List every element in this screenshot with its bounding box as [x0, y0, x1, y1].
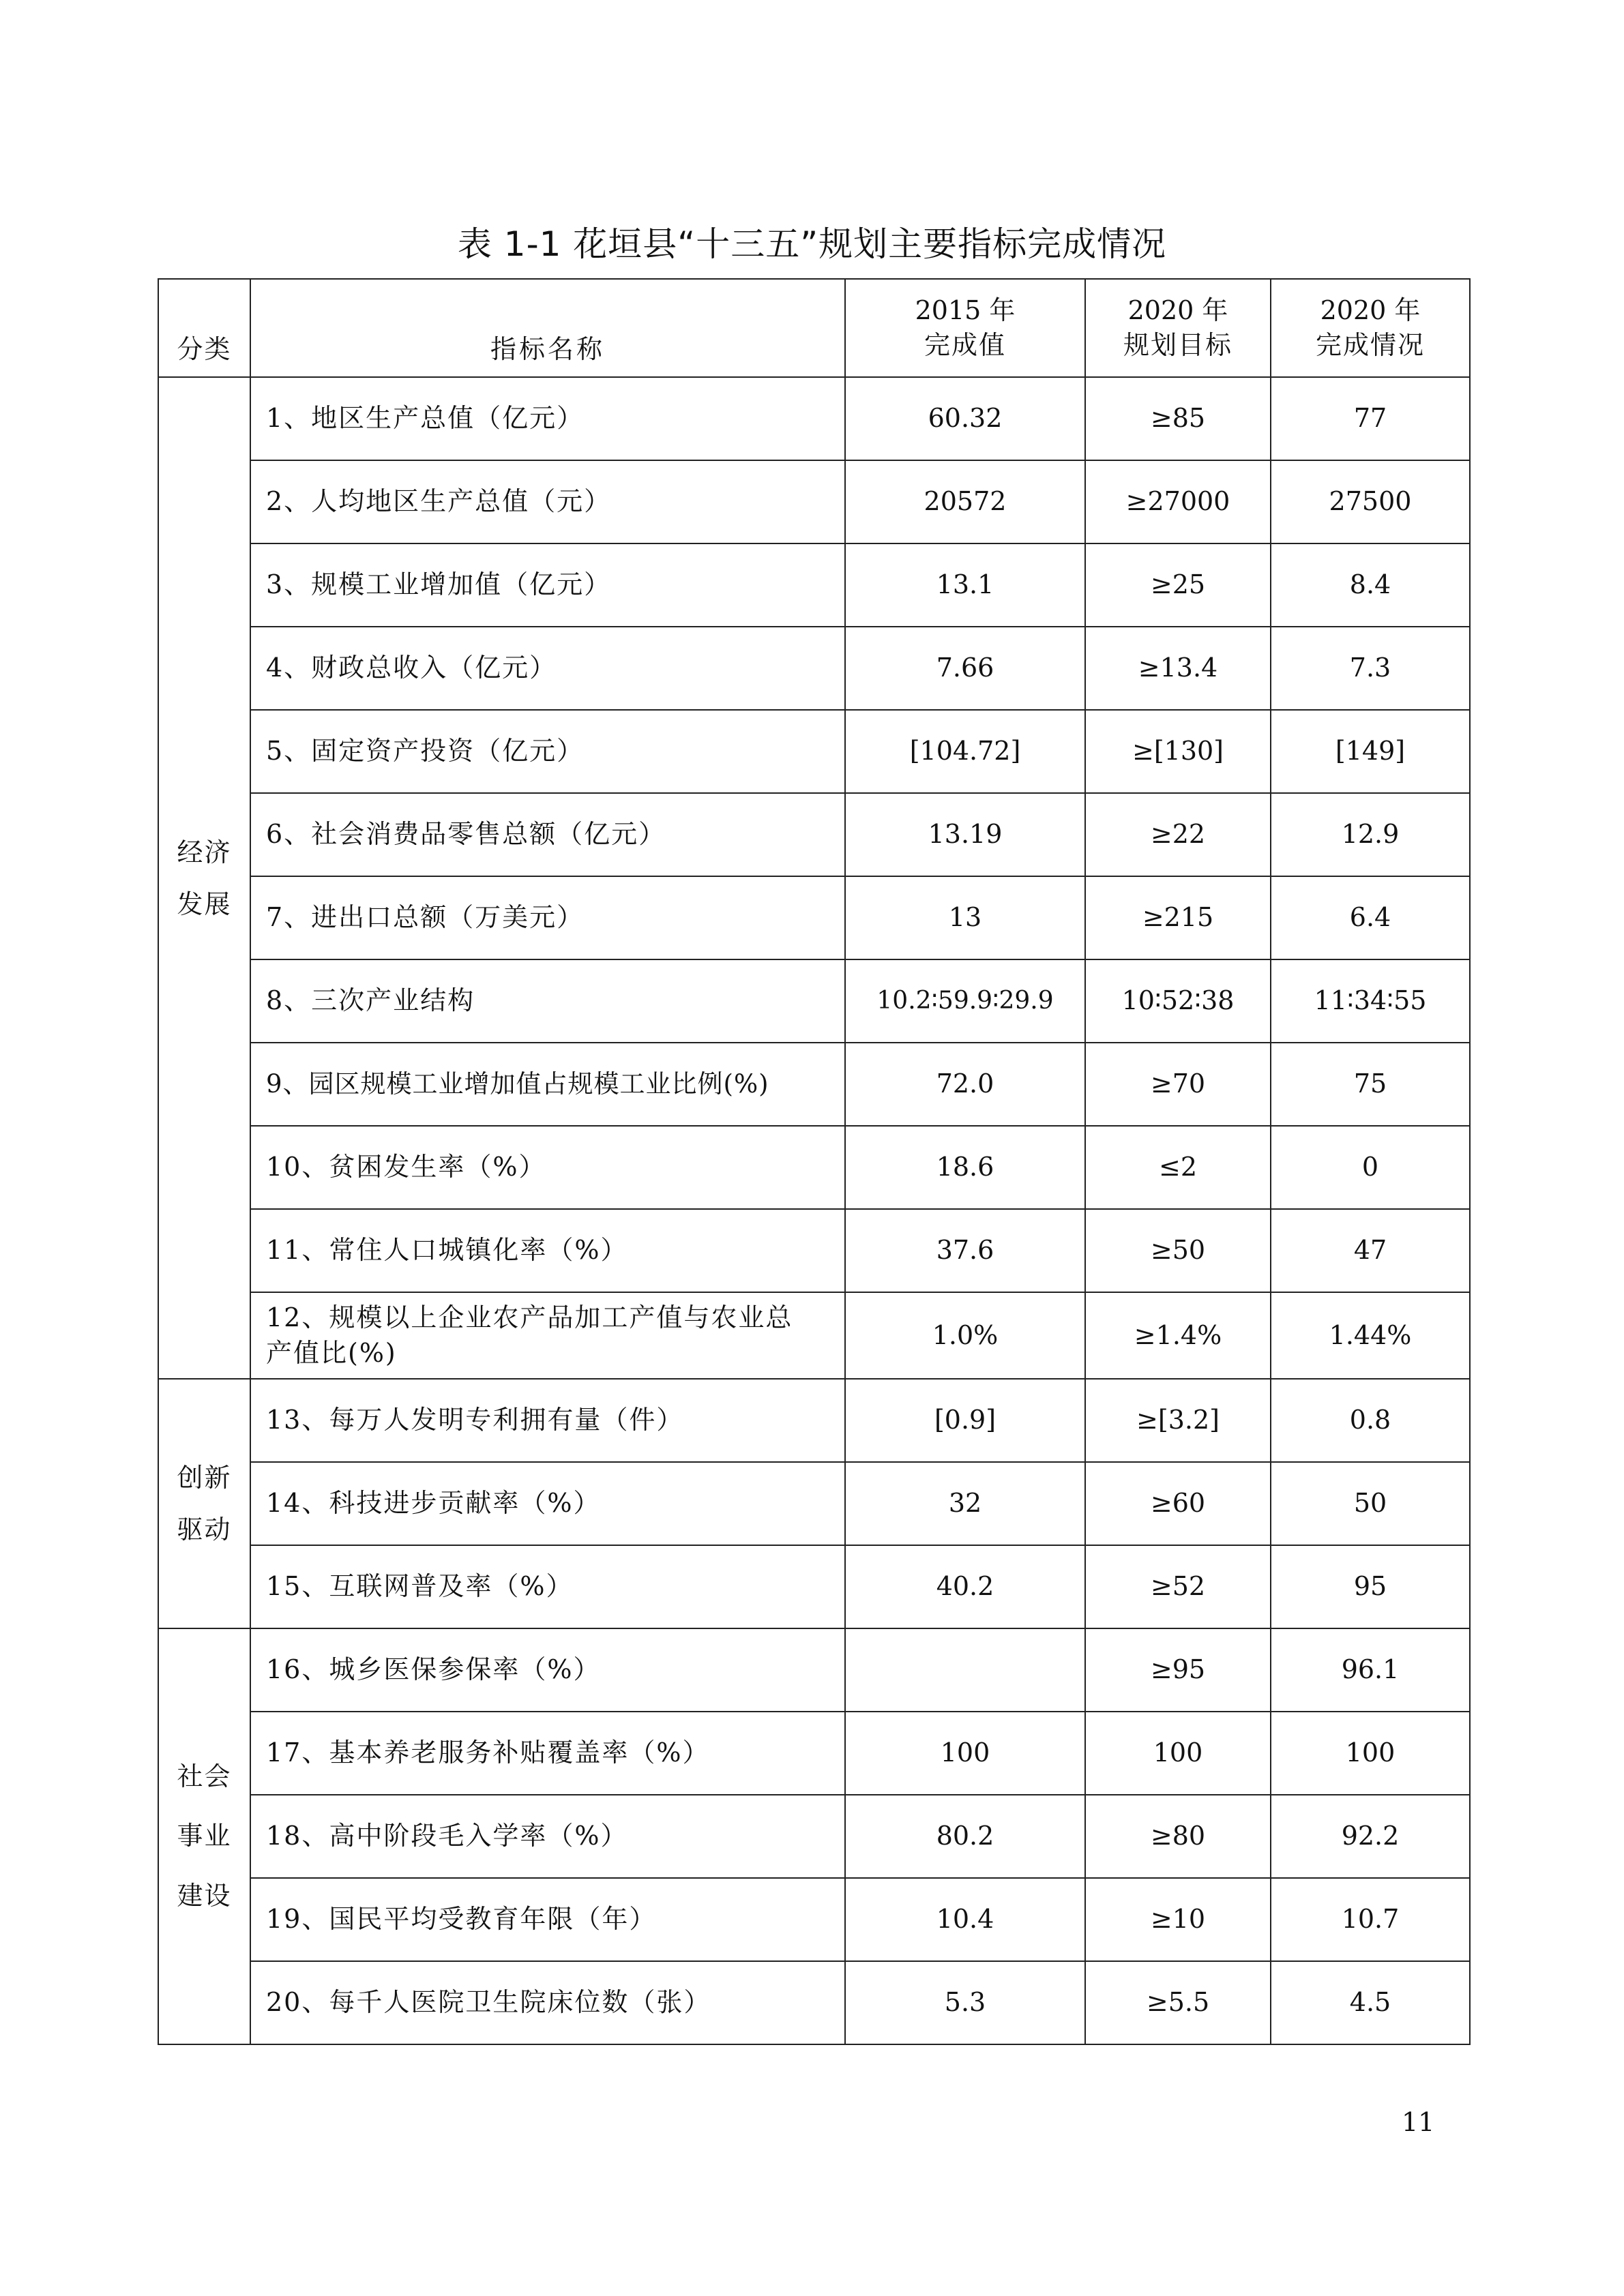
- result-2020: 12.9: [1271, 793, 1470, 876]
- table-row: [158, 1126, 1470, 1209]
- value-2015: [104.72]: [845, 710, 1085, 793]
- indicator-name: 11、常住人口城镇化率（%）: [250, 1209, 845, 1292]
- indicator-name: 7、进出口总额（万美元）: [250, 876, 845, 959]
- result-2020: 4.5: [1271, 1961, 1470, 2044]
- value-2015: 100: [845, 1712, 1085, 1795]
- table-header-row: [158, 279, 1470, 377]
- header-2020-plan-line2: 规划目标: [1123, 330, 1232, 360]
- result-2020: 77: [1271, 377, 1470, 460]
- page-number: 11: [1402, 2107, 1435, 2137]
- result-2020: 100: [1271, 1712, 1470, 1795]
- value-2015: [845, 1628, 1085, 1712]
- value-2015: 1.0%: [845, 1292, 1085, 1379]
- target-2020: ≥60: [1085, 1462, 1271, 1545]
- header-2015: [845, 279, 1085, 377]
- result-2020: 8.4: [1271, 543, 1470, 627]
- target-2020: ≥70: [1085, 1043, 1271, 1126]
- value-2015: 13.19: [845, 793, 1085, 876]
- table-row: [158, 1292, 1470, 1379]
- category-label: 发展: [177, 889, 232, 919]
- indicator-name: 17、基本养老服务补贴覆盖率（%）: [250, 1712, 845, 1795]
- value-2015: 5.3: [845, 1961, 1085, 2044]
- header-2020-done-line1: 2020 年: [1320, 295, 1421, 325]
- value-2015: 80.2: [845, 1795, 1085, 1878]
- table-row: [158, 959, 1470, 1043]
- header-2020-plan-line1: 2020 年: [1127, 295, 1228, 325]
- result-2020: 47: [1271, 1209, 1470, 1292]
- target-2020: ≥[130]: [1085, 710, 1271, 793]
- indicator-name: 2、人均地区生产总值（元）: [250, 460, 845, 543]
- target-2020: ≥[3.2]: [1085, 1379, 1271, 1462]
- value-2015: 32: [845, 1462, 1085, 1545]
- category-economy: [158, 377, 250, 1379]
- table-row: [158, 1961, 1470, 2044]
- header-2020-plan: [1085, 279, 1271, 377]
- result-2020: 96.1: [1271, 1628, 1470, 1712]
- value-2015: 72.0: [845, 1043, 1085, 1126]
- category-label: 创新: [177, 1463, 232, 1493]
- table-row: [158, 377, 1470, 460]
- category-label: 建设: [177, 1880, 232, 1911]
- indicator-name: 9、园区规模工业增加值占规模工业比例(%): [250, 1043, 845, 1126]
- indicator-name: 15、互联网普及率（%）: [250, 1545, 845, 1628]
- table-row: [158, 1628, 1470, 1712]
- header-2015-line2: 完成值: [924, 330, 1006, 360]
- result-2020: 0.8: [1271, 1379, 1470, 1462]
- result-2020: [149]: [1271, 710, 1470, 793]
- table-row: [158, 460, 1470, 543]
- indicator-table: [158, 278, 1471, 2045]
- value-2015: 13.1: [845, 543, 1085, 627]
- category-label: 社会: [177, 1761, 232, 1791]
- target-2020: ≥215: [1085, 876, 1271, 959]
- target-2020: ≥80: [1085, 1795, 1271, 1878]
- target-2020: ≥52: [1085, 1545, 1271, 1628]
- value-2015: 7.66: [845, 627, 1085, 710]
- target-2020: ≥95: [1085, 1628, 1271, 1712]
- header-2015-line1: 2015 年: [915, 295, 1016, 325]
- value-2015: 60.32: [845, 377, 1085, 460]
- indicator-name: 16、城乡医保参保率（%）: [250, 1628, 845, 1712]
- result-2020: 0: [1271, 1126, 1470, 1209]
- result-2020: 27500: [1271, 460, 1470, 543]
- target-2020: ≥22: [1085, 793, 1271, 876]
- table-row: [158, 876, 1470, 959]
- result-2020: 6.4: [1271, 876, 1470, 959]
- value-2015: [0.9]: [845, 1379, 1085, 1462]
- category-label: 经济: [177, 837, 232, 867]
- result-2020: 92.2: [1271, 1795, 1470, 1878]
- table-row: [158, 543, 1470, 627]
- indicator-name: 14、科技进步贡献率（%）: [250, 1462, 845, 1545]
- category-label: 事业: [177, 1821, 232, 1851]
- header-2020-done: [1271, 279, 1470, 377]
- target-2020: ≤2: [1085, 1126, 1271, 1209]
- header-indicator: [250, 279, 845, 377]
- value-2015: 20572: [845, 460, 1085, 543]
- table-row: [158, 1795, 1470, 1878]
- result-2020: 7.3: [1271, 627, 1470, 710]
- header-category: [158, 279, 250, 377]
- result-2020: 75: [1271, 1043, 1470, 1126]
- header-category-label: 分类: [177, 333, 232, 364]
- indicator-name: 1、地区生产总值（亿元）: [250, 377, 845, 460]
- table-row: [158, 1209, 1470, 1292]
- indicator-name: 12、规模以上企业农产品加工产值与农业总产值比(%): [250, 1292, 845, 1379]
- indicator-name: 8、三次产业结构: [250, 959, 845, 1043]
- target-2020: ≥50: [1085, 1209, 1271, 1292]
- header-2020-done-line2: 完成情况: [1315, 330, 1425, 360]
- target-2020: ≥5.5: [1085, 1961, 1271, 2044]
- table-title: 表 1-1 花垣县“十三五”规划主要指标完成情况: [457, 224, 1167, 264]
- table-row: [158, 710, 1470, 793]
- value-2015: 18.6: [845, 1126, 1085, 1209]
- table-row: [158, 1043, 1470, 1126]
- value-2015: 10.2∶59.9∶29.9: [845, 959, 1085, 1043]
- target-2020: 10∶52∶38: [1085, 959, 1271, 1043]
- value-2015: 40.2: [845, 1545, 1085, 1628]
- category-innovation: [158, 1379, 250, 1628]
- result-2020: 1.44%: [1271, 1292, 1470, 1379]
- indicator-name: 18、高中阶段毛入学率（%）: [250, 1795, 845, 1878]
- result-2020: 95: [1271, 1545, 1470, 1628]
- category-label: 驱动: [177, 1515, 232, 1545]
- value-2015: 13: [845, 876, 1085, 959]
- table-row: [158, 627, 1470, 710]
- indicator-name: 10、贫困发生率（%）: [250, 1126, 845, 1209]
- table-row: [158, 1712, 1470, 1795]
- indicator-name: 20、每千人医院卫生院床位数（张）: [250, 1961, 845, 2044]
- target-2020: ≥1.4%: [1085, 1292, 1271, 1379]
- indicator-name: 5、固定资产投资（亿元）: [250, 710, 845, 793]
- table-row: [158, 1545, 1470, 1628]
- target-2020: ≥25: [1085, 543, 1271, 627]
- indicator-name: 3、规模工业增加值（亿元）: [250, 543, 845, 627]
- result-2020: 11∶34∶55: [1271, 959, 1470, 1043]
- value-2015: 37.6: [845, 1209, 1085, 1292]
- indicator-name: 4、财政总收入（亿元）: [250, 627, 845, 710]
- indicator-name: 19、国民平均受教育年限（年）: [250, 1878, 845, 1961]
- indicator-name: 13、每万人发明专利拥有量（件）: [250, 1379, 845, 1462]
- target-2020: ≥85: [1085, 377, 1271, 460]
- result-2020: 10.7: [1271, 1878, 1470, 1961]
- indicator-name: 6、社会消费品零售总额（亿元）: [250, 793, 845, 876]
- table-row: [158, 1462, 1470, 1545]
- target-2020: ≥27000: [1085, 460, 1271, 543]
- header-indicator-label: 指标名称: [490, 333, 605, 364]
- table-row: [158, 1379, 1470, 1462]
- table-row: [158, 1878, 1470, 1961]
- value-2015: 10.4: [845, 1878, 1085, 1961]
- target-2020: 100: [1085, 1712, 1271, 1795]
- table-row: [158, 793, 1470, 876]
- target-2020: ≥13.4: [1085, 627, 1271, 710]
- category-society: [158, 1628, 250, 2044]
- target-2020: ≥10: [1085, 1878, 1271, 1961]
- result-2020: 50: [1271, 1462, 1470, 1545]
